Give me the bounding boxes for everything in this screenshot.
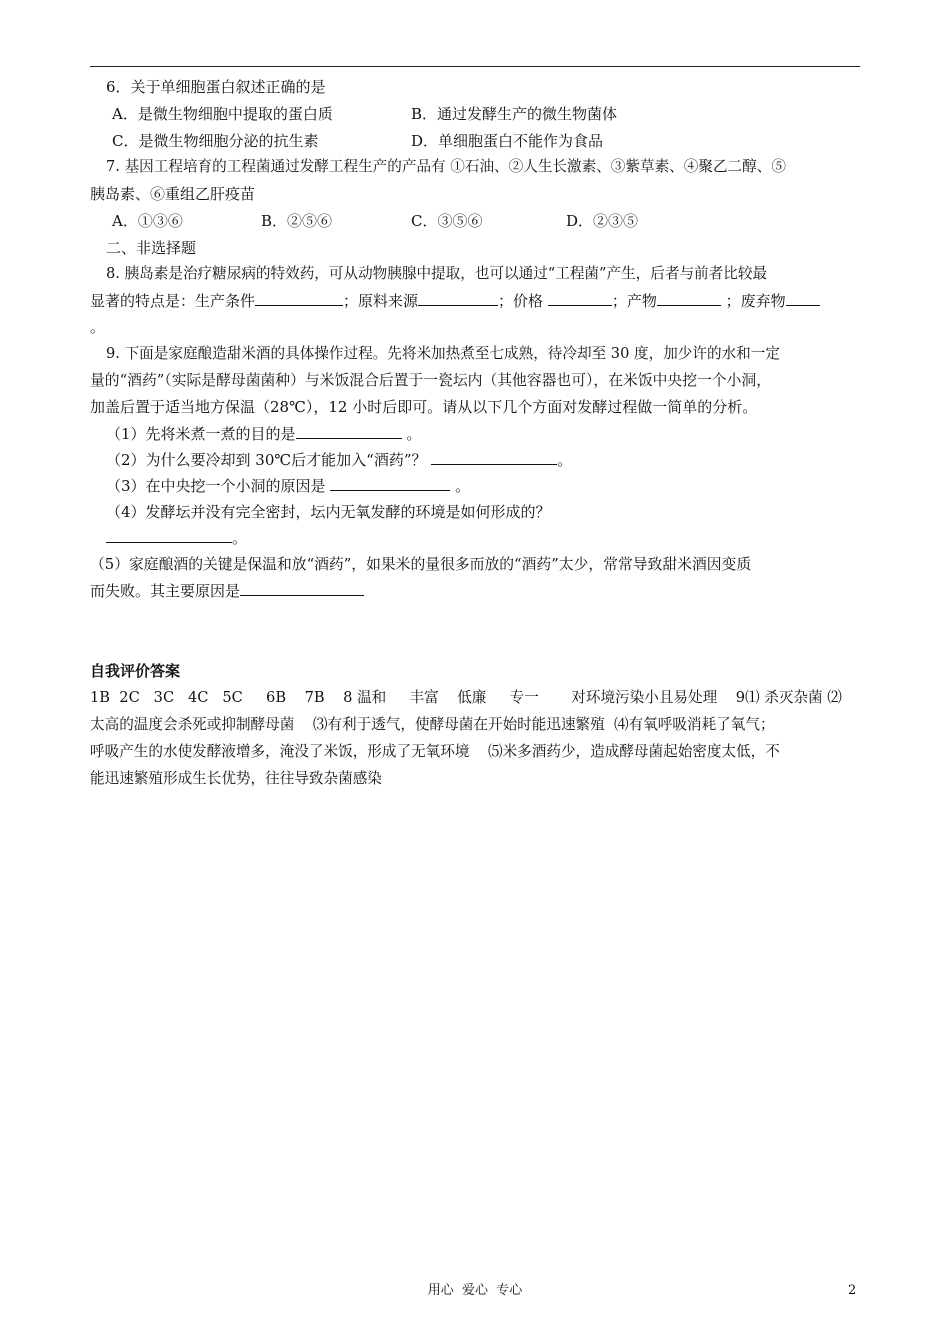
q9-line3: 加盖后置于适当地方保温（28℃），12 小时后即可。请从以下几个方面对发酵过程做一简单的分析。 [90, 398, 758, 416]
q8-text-2: ；原料来源 [343, 292, 419, 310]
q9-sub2-text: （2）为什么要冷却到 30℃后才能加入“酒药”？ [106, 451, 432, 469]
q9-sub2-end: 。 [557, 451, 573, 469]
q9-sub5-blank[interactable] [240, 578, 364, 596]
q8-text-3: ；价格 [498, 292, 548, 310]
q9-sub1-end: 。 [401, 425, 422, 443]
q9-sub4-end: 。 [232, 529, 248, 547]
q8-text-5: ；废弃物 [720, 292, 786, 310]
q8-blank-conditions[interactable] [255, 288, 343, 306]
q9-sub5-line2 [90, 578, 865, 604]
q9-sub3-end: 。 [450, 477, 471, 495]
answers-line3: 呼吸产生的水使发酵液增多，淹没了米饭，形成了无氧环境 ⑸米多酒药少，造成酵母菌起始密度太低，不 [90, 743, 780, 760]
answers-line4: 能迅速繁殖形成生长优势，往往导致杂菌感染 [90, 770, 382, 787]
q8-blank-price[interactable] [548, 288, 612, 306]
q9-sub5-line1: （5）家庭酿酒的关键是保温和放“酒药”，如果米的量很多而放的“酒药”太少，常常导致甜米酒因变质 [90, 556, 752, 573]
q8-line2 [90, 288, 865, 314]
answers-title: 自我评价答案 [90, 662, 181, 680]
q9-sub4-answer [106, 525, 881, 551]
q7-option-c: C．③⑤⑥ [411, 212, 483, 230]
q9-line2: 量的“酒药”（实际是酵母菌菌种）与米饭混合后置于一瓷坛内（其他容器也可），在米饭中央挖一个小洞， [90, 372, 771, 389]
q8-text-1: 显著的特点是：生产条件 [90, 292, 256, 310]
q8-blank-waste[interactable] [786, 288, 820, 306]
page-number: 2 [848, 1283, 857, 1298]
q9-sub4: （4）发酵坛并没有完全密封，坛内无氧发酵的环境是如何形成的？ [106, 503, 551, 521]
q9-line1: 9. 下面是家庭酿造甜米酒的具体操作过程。先将米加热煮至七成熟，待冷却至 30 度，加少许的水和一定 [106, 345, 780, 362]
q9-sub3-blank[interactable] [330, 473, 450, 491]
q7-stem-line1: 7. 基因工程培育的工程菌通过发酵工程生产的产品有 ①石油、②人生长激素、③紫草素、④聚乙二醇、⑤ [106, 158, 786, 175]
q6-option-a: A．是微生物细胞中提取的蛋白质 [112, 105, 333, 123]
q9-sub1-text: （1）先将米煮一煮的目的是 [106, 425, 296, 443]
q6-option-d: D．单细胞蛋白不能作为食品 [411, 132, 604, 150]
q8-end: 。 [90, 318, 106, 336]
q9-sub3-text: （3）在中央挖一个小洞的原因是 [106, 477, 331, 495]
q8-blank-product[interactable] [657, 288, 721, 306]
footer-text: 用心 爱心 专心 [427, 1283, 523, 1298]
q6-option-b: B．通过发酵生产的微生物菌体 [411, 105, 618, 123]
q9-sub4-blank[interactable] [106, 525, 232, 543]
q8-blank-source[interactable] [418, 288, 498, 306]
answers-line1: 1B 2C 3C 4C 5C 6B 7B 8 温和 丰富 低廉 专一 对环境污染小且易处理 9⑴ 杀灭杂菌 ⑵ [90, 689, 842, 706]
q9-sub1 [106, 421, 881, 447]
q9-sub3 [106, 473, 881, 499]
q7-option-d: D．②③⑤ [566, 212, 639, 230]
header-rule [90, 66, 860, 67]
q9-sub5-text: 而失败。其主要原因是 [90, 582, 241, 600]
q7-stem-line2: 胰岛素、⑥重组乙肝疫苗 [90, 185, 256, 203]
q9-sub1-blank[interactable] [296, 421, 402, 439]
q9-sub2 [106, 447, 881, 473]
q7-option-a: A．①③⑥ [112, 212, 183, 230]
q8-text-4: ；产物 [611, 292, 657, 310]
section-2-title: 二、非选择题 [106, 239, 197, 257]
q6-option-c: C．是微生物细胞分泌的抗生素 [112, 132, 319, 150]
answers-line2: 太高的温度会杀死或抑制酵母菌 ⑶有利于透气，使酵母菌在开始时能迅速繁殖 ⑷有氧呼吸消耗了氧气； [90, 716, 775, 733]
q7-option-b: B．②⑤⑥ [261, 212, 333, 230]
q9-sub2-blank[interactable] [431, 447, 557, 465]
q6-stem: 6．关于单细胞蛋白叙述正确的是 [106, 78, 326, 96]
q8-line1: 8. 胰岛素是治疗糖尿病的特效药，可从动物胰腺中提取，也可以通过“工程菌”产生，后者与前者比较最 [106, 265, 768, 282]
